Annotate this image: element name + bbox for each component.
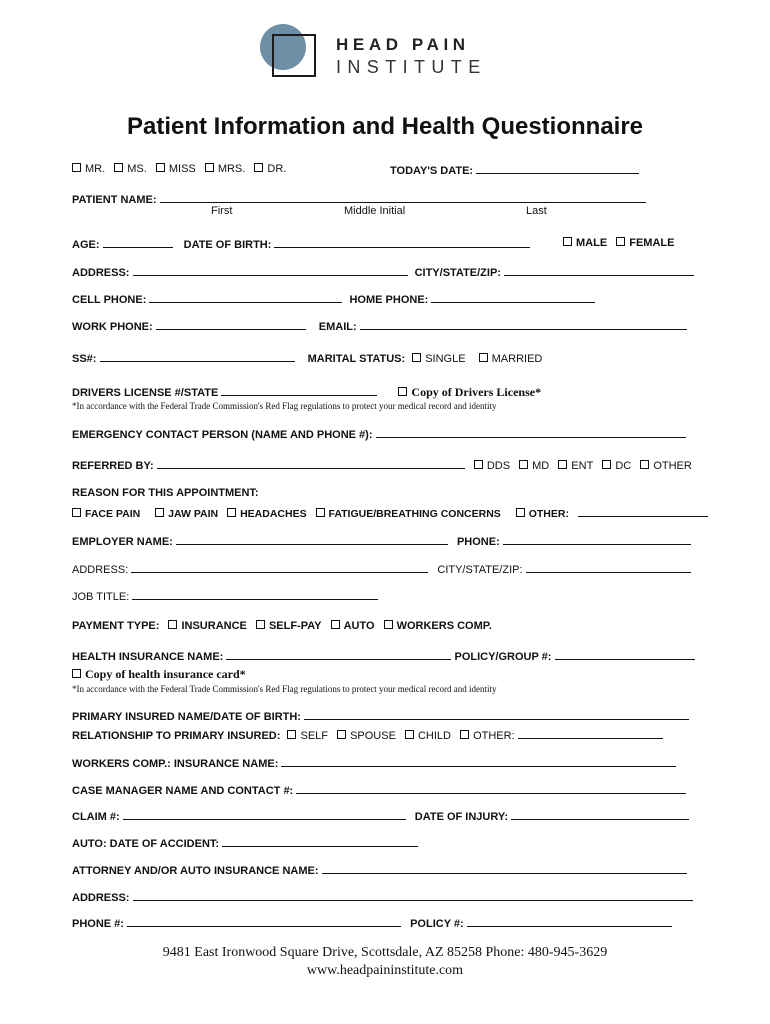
checkbox[interactable] [474, 460, 483, 469]
policy2-label: POLICY #: [410, 918, 464, 930]
case-manager-field[interactable] [296, 783, 686, 794]
attorney-row [72, 863, 687, 878]
salutation-dr[interactable]: DR. [254, 163, 286, 176]
todays-date-row [390, 163, 639, 178]
address2-label: ADDRESS: [72, 892, 130, 904]
claim-row [72, 809, 689, 824]
cell-phone-field[interactable] [149, 292, 342, 303]
address-field[interactable] [133, 265, 408, 276]
referral-dc[interactable]: DC [602, 460, 631, 473]
checkbox[interactable] [72, 163, 81, 172]
marital-status-label: MARITAL STATUS: [307, 353, 406, 365]
relationship-row [72, 728, 663, 743]
dob-field[interactable] [274, 237, 530, 248]
payment-auto[interactable]: AUTO [331, 620, 375, 633]
referral-other[interactable]: OTHER [640, 460, 692, 473]
reason-jaw-pain[interactable]: JAW PAIN [155, 508, 218, 521]
relationship-self[interactable]: SELF [287, 730, 328, 743]
salutation-row [72, 163, 292, 176]
policy2-field[interactable] [467, 916, 672, 927]
employer-address-field[interactable] [131, 562, 428, 573]
policy-group-label: POLICY/GROUP #: [454, 651, 552, 663]
checkbox[interactable] [563, 237, 572, 246]
address2-field[interactable] [133, 890, 693, 901]
checkbox[interactable] [256, 620, 265, 629]
phone-row [72, 292, 595, 307]
emergency-contact-field[interactable] [376, 427, 686, 438]
payment-workers-comp[interactable]: WORKERS COMP. [384, 620, 492, 633]
checkbox[interactable] [287, 730, 296, 739]
checkbox[interactable] [254, 163, 263, 172]
city-state-zip-label: CITY/STATE/ZIP: [414, 267, 501, 279]
address2-row [72, 890, 693, 905]
name-middle-caption: Middle Initial [344, 205, 406, 217]
employer-address-row [72, 562, 691, 577]
payment-type-row [72, 620, 498, 633]
checkbox[interactable] [640, 460, 649, 469]
address-label: ADDRESS: [72, 267, 130, 279]
checkbox[interactable] [384, 620, 393, 629]
email-field[interactable] [360, 319, 687, 330]
payment-self-pay[interactable]: SELF-PAY [256, 620, 322, 633]
case-manager-label: CASE MANAGER NAME AND CONTACT #: [72, 785, 294, 797]
footer-website[interactable]: www.headpaininstitute.com [306, 963, 464, 978]
name-first-caption: First [211, 205, 233, 217]
referral-md[interactable]: MD [519, 460, 549, 473]
checkbox[interactable] [156, 163, 165, 172]
job-title-row [72, 589, 378, 604]
employer-phone-label: PHONE: [456, 536, 500, 548]
work-email-row [72, 319, 687, 334]
ss-label: SS#: [72, 353, 97, 365]
job-title-label: JOB TITLE: [72, 591, 130, 603]
cell-phone-label: CELL PHONE: [72, 294, 147, 306]
phone2-row [72, 916, 672, 931]
attorney-field[interactable] [322, 863, 687, 874]
primary-insured-label: PRIMARY INSURED NAME/DATE OF BIRTH: [72, 711, 301, 723]
sex-male[interactable]: MALE [563, 237, 607, 250]
reason-face-pain[interactable]: FACE PAIN [72, 508, 140, 521]
checkbox[interactable] [412, 353, 421, 362]
health-insurance-label: HEALTH INSURANCE NAME: [72, 651, 224, 663]
logo-line-2: INSTITUTE [336, 57, 487, 77]
emergency-contact-label: EMERGENCY CONTACT PERSON (NAME AND PHONE #): [72, 429, 373, 441]
employer-phone-field[interactable] [503, 534, 691, 545]
page-title: Patient Information and Health Questionnaire [126, 113, 644, 140]
auto-accident-field[interactable] [222, 836, 418, 847]
workers-comp-label: WORKERS COMP.: INSURANCE NAME: [72, 758, 279, 770]
checkbox[interactable] [155, 508, 164, 517]
marital-married[interactable]: MARRIED [479, 353, 543, 366]
logo-line-1: HEAD PAIN [336, 35, 470, 54]
referred-by-label: REFERRED BY: [72, 460, 154, 472]
reason-other[interactable]: OTHER: [516, 508, 569, 521]
health-insurance-row [72, 649, 695, 664]
todays-date-field[interactable] [476, 163, 639, 174]
email-label: EMAIL: [318, 321, 357, 333]
employer-city-field[interactable] [526, 562, 691, 573]
home-phone-label: HOME PHONE: [349, 294, 429, 306]
checkbox[interactable] [405, 730, 414, 739]
copy-insurance-card[interactable]: Copy of health insurance card* [72, 668, 246, 682]
name-last-caption: Last [526, 205, 547, 217]
job-title-field[interactable] [132, 589, 378, 600]
marital-single[interactable]: SINGLE [412, 353, 465, 366]
age-dob-row [72, 237, 530, 252]
work-phone-field[interactable] [156, 319, 306, 330]
checkbox[interactable] [479, 353, 488, 362]
health-insurance-field[interactable] [226, 649, 451, 660]
checkbox[interactable] [114, 163, 123, 172]
employer-name-label: EMPLOYER NAME: [72, 536, 173, 548]
referred-by-field[interactable] [157, 458, 465, 469]
checkbox[interactable] [460, 730, 469, 739]
salutation-mrs[interactable]: MRS. [205, 163, 246, 176]
checkbox[interactable] [205, 163, 214, 172]
salutation-mr[interactable]: MR. [72, 163, 105, 176]
workers-comp-row [72, 756, 676, 771]
patient-name-field[interactable] [160, 192, 646, 203]
employer-name-field[interactable] [176, 534, 448, 545]
sex-female[interactable]: FEMALE [616, 237, 674, 250]
address-row [72, 265, 694, 280]
referred-by-row [72, 458, 698, 473]
checkbox[interactable] [616, 237, 625, 246]
claim-field[interactable] [123, 809, 406, 820]
checkbox[interactable] [316, 508, 325, 517]
emergency-contact-row [72, 427, 686, 442]
city-state-zip-field[interactable] [504, 265, 694, 276]
relationship-spouse[interactable]: SPOUSE [337, 730, 396, 743]
auto-accident-row [72, 836, 418, 851]
salutation-miss[interactable]: MISS [156, 163, 196, 176]
checkbox[interactable] [519, 460, 528, 469]
relationship-other-field[interactable] [518, 728, 663, 739]
work-phone-label: WORK PHONE: [72, 321, 153, 333]
primary-insured-field[interactable] [304, 709, 689, 720]
drivers-license-label: DRIVERS LICENSE #/STATE [72, 387, 219, 399]
red-flag-note: *In accordance with the Federal Trade Commission's Red Flag regulations to protect your medical record and identity [72, 401, 497, 411]
relationship-other[interactable]: OTHER: [460, 730, 515, 743]
age-field[interactable] [103, 237, 173, 248]
ss-field[interactable] [100, 351, 295, 362]
reason-other-field[interactable] [578, 506, 708, 517]
salutation-ms[interactable]: MS. [114, 163, 147, 176]
checkbox[interactable] [398, 387, 407, 396]
policy-group-field[interactable] [555, 649, 695, 660]
auto-accident-label: AUTO: DATE OF ACCIDENT: [72, 838, 220, 850]
checkbox[interactable] [602, 460, 611, 469]
referral-ent[interactable]: ENT [558, 460, 593, 473]
footer-address: 9481 East Ironwood Square Drive, Scottsdale, AZ 85258 Phone: 480-945-3629 [162, 945, 608, 960]
checkbox[interactable] [227, 508, 236, 517]
copy-drivers-license[interactable]: Copy of Drivers License* [398, 386, 541, 400]
checkbox[interactable] [516, 508, 525, 517]
case-manager-row [72, 783, 686, 798]
referral-dds[interactable]: DDS [474, 460, 510, 473]
reason-options-row [72, 506, 708, 521]
workers-comp-field[interactable] [281, 756, 676, 767]
reason-fatigue[interactable]: FATIGUE/BREATHING CONCERNS [316, 508, 501, 521]
patient-name-label: PATIENT NAME: [72, 194, 157, 206]
phone2-field[interactable] [127, 916, 401, 927]
checkbox[interactable] [337, 730, 346, 739]
payment-type-label: PAYMENT TYPE: [72, 620, 160, 632]
drivers-license-row [72, 385, 547, 400]
payment-insurance[interactable]: INSURANCE [168, 620, 246, 633]
checkbox[interactable] [72, 508, 81, 517]
phone2-label: PHONE #: [72, 918, 124, 930]
reason-label: REASON FOR THIS APPOINTMENT: [72, 487, 259, 499]
employer-row [72, 534, 691, 549]
relationship-label: RELATIONSHIP TO PRIMARY INSURED: [72, 730, 281, 742]
red-flag-note-2: *In accordance with the Federal Trade Commission's Red Flag regulations to protect your medical record and identity [72, 684, 497, 694]
sex-row [563, 237, 680, 250]
checkbox[interactable] [331, 620, 340, 629]
checkbox[interactable] [168, 620, 177, 629]
ss-marital-row [72, 351, 548, 366]
date-of-injury-label: DATE OF INJURY: [414, 811, 509, 823]
todays-date-label: TODAY'S DATE: [390, 165, 474, 177]
checkbox[interactable] [72, 669, 81, 678]
claim-label: CLAIM #: [72, 811, 120, 823]
drivers-license-field[interactable] [221, 385, 377, 396]
relationship-child[interactable]: CHILD [405, 730, 451, 743]
logo-square [272, 34, 316, 77]
dob-label: DATE OF BIRTH: [183, 239, 272, 251]
home-phone-field[interactable] [431, 292, 595, 303]
attorney-label: ATTORNEY AND/OR AUTO INSURANCE NAME: [72, 865, 319, 877]
date-of-injury-field[interactable] [511, 809, 689, 820]
logo [258, 22, 508, 82]
age-label: AGE: [72, 239, 100, 251]
employer-address-label: ADDRESS: [72, 564, 129, 576]
primary-insured-row [72, 709, 689, 724]
employer-city-label: CITY/STATE/ZIP: [437, 564, 523, 576]
checkbox[interactable] [558, 460, 567, 469]
reason-headaches[interactable]: HEADACHES [227, 508, 307, 521]
